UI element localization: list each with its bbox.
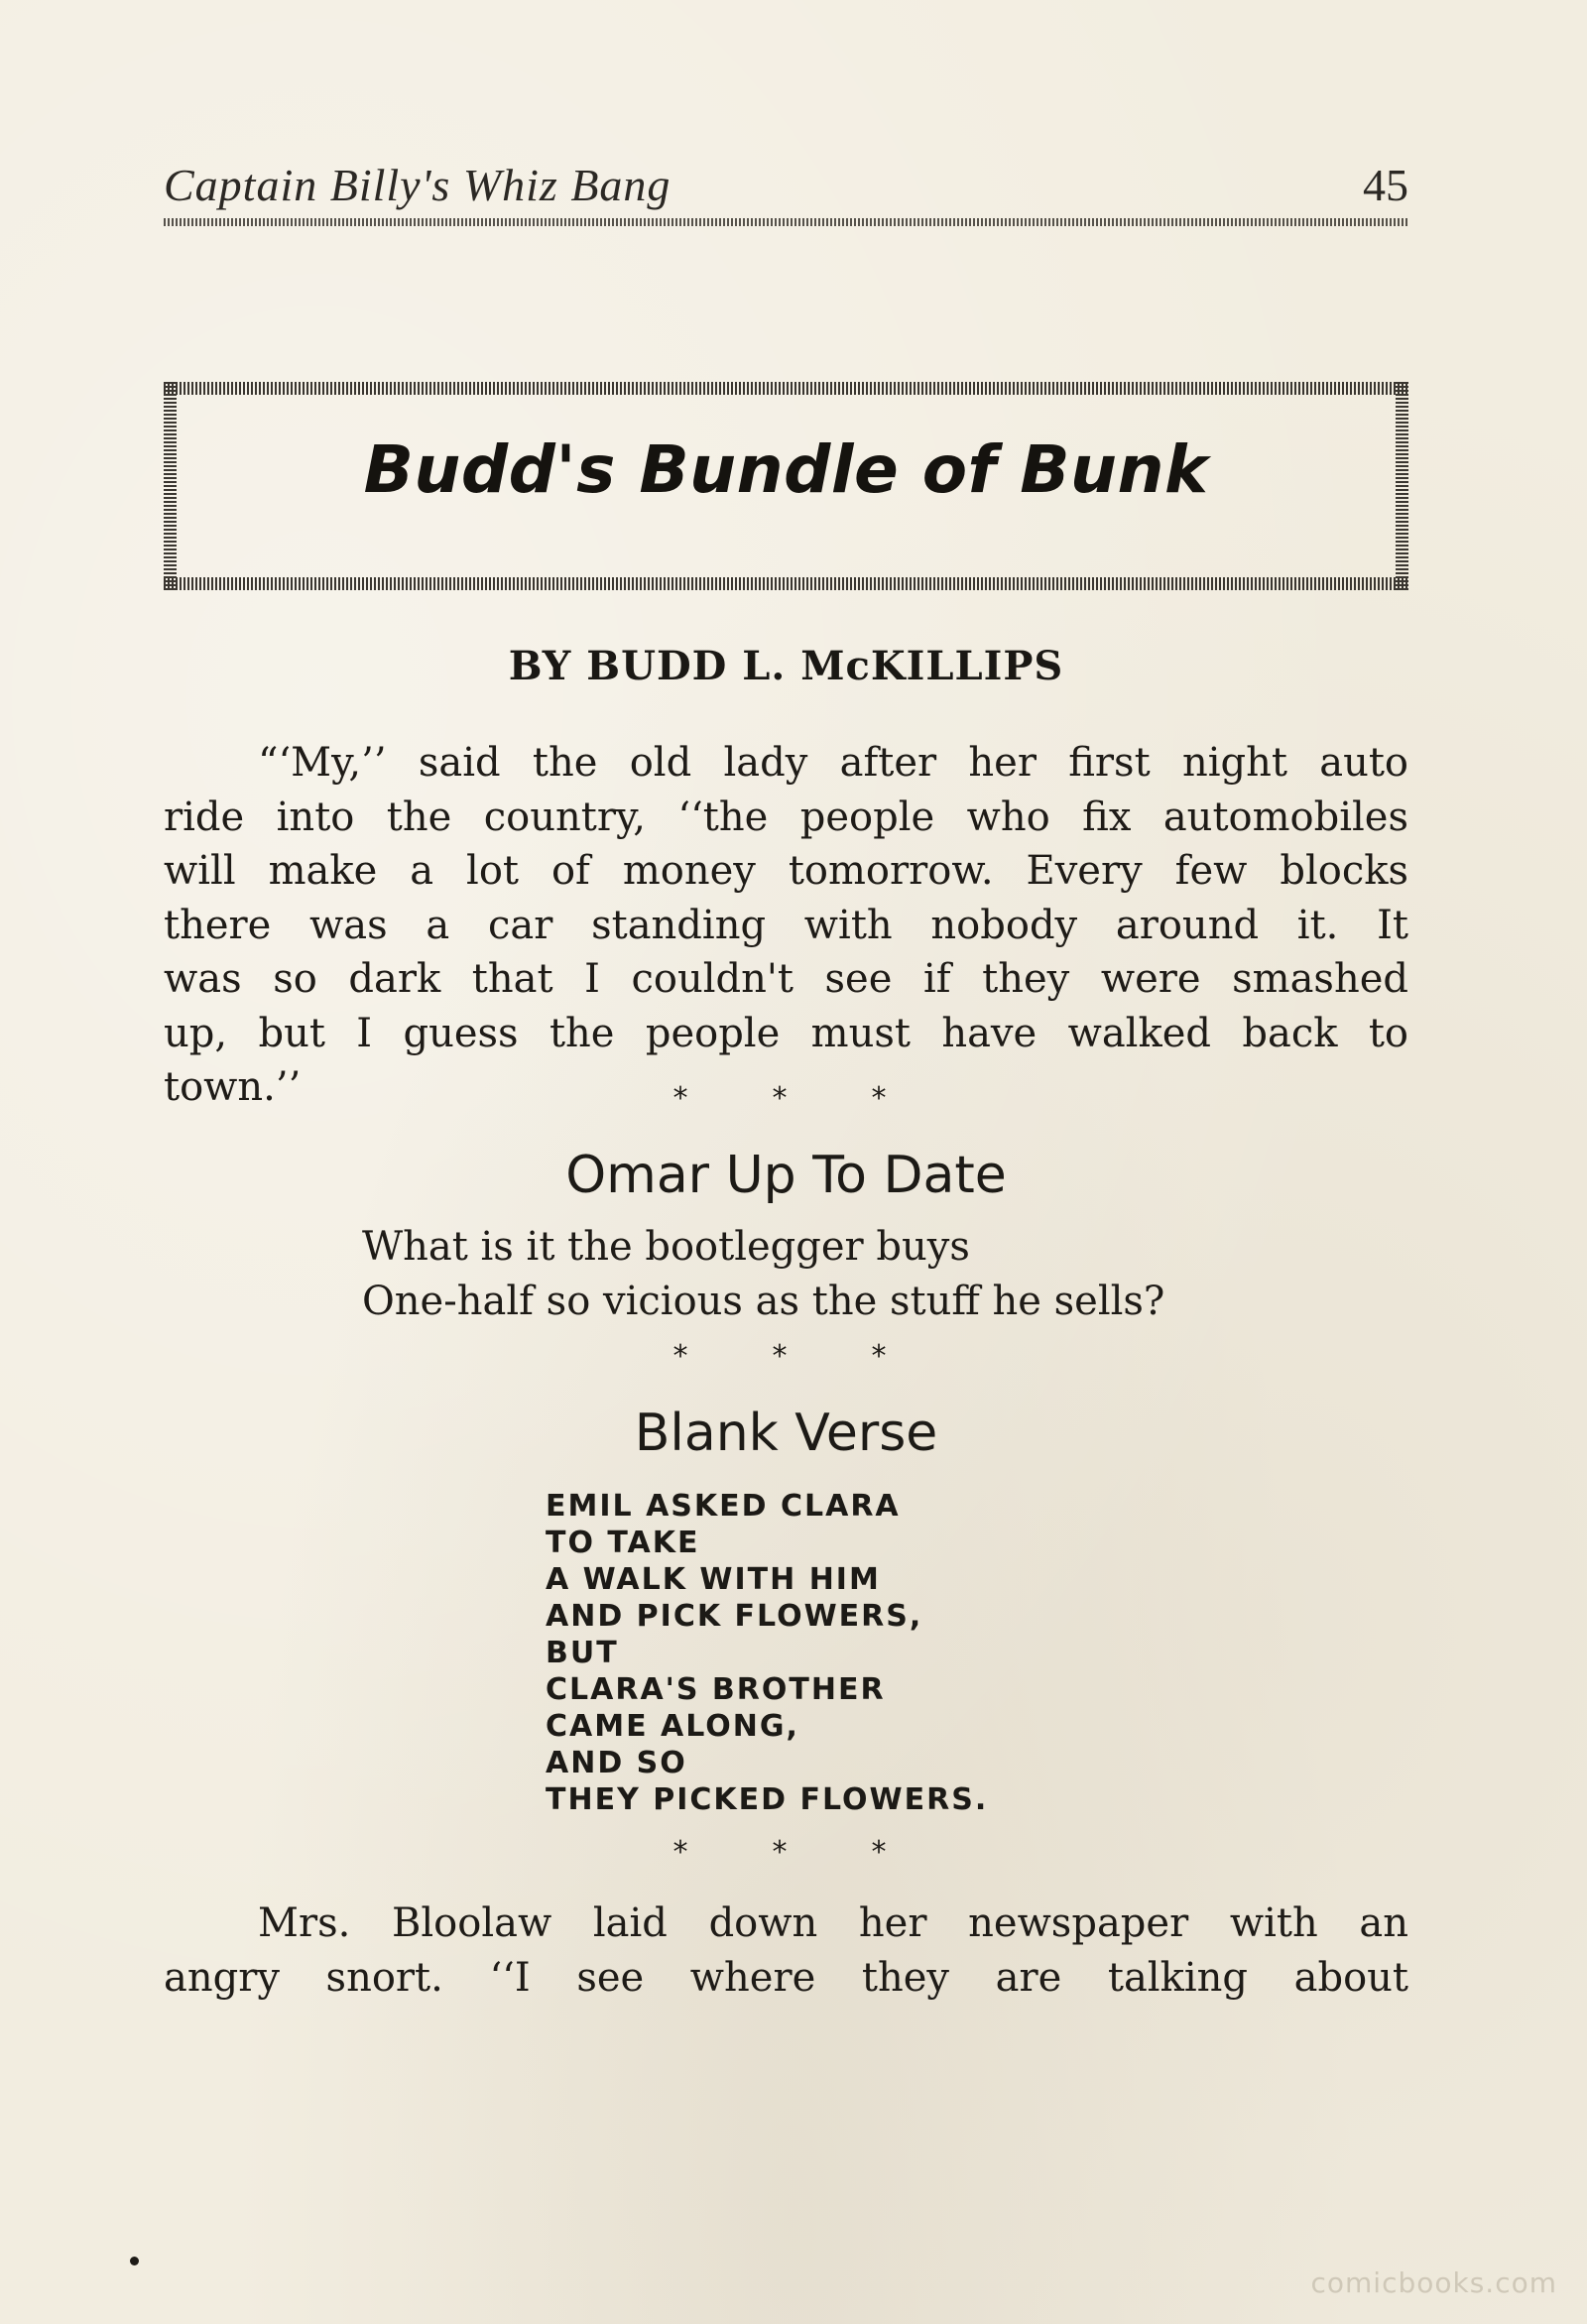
paragraph-old-lady (164, 736, 1408, 1115)
blank-verse-title: Blank Verse (634, 1404, 938, 1463)
separator-star: * (871, 1339, 887, 1374)
separator-star: * (871, 1081, 887, 1116)
paragraph-line: ride into the country, ‘‘the people who fix automobiles (164, 794, 1408, 840)
separator-star: * (672, 1081, 688, 1116)
verse-line: AND SO (546, 1746, 687, 1780)
ink-speck (130, 2257, 139, 2265)
title-box (164, 382, 1408, 590)
verse-line: TO TAKE (546, 1526, 700, 1560)
verse-line: THEY PICKED FLOWERS. (546, 1782, 989, 1817)
separator-star: * (871, 1835, 887, 1870)
watermark: comicbooks.com (1310, 2266, 1557, 2299)
byline: BY BUDD L. McKILLIPS (508, 643, 1064, 689)
verse-line: AND PICK FLOWERS, (546, 1599, 923, 1634)
separator-star: * (772, 1081, 788, 1116)
section-separator (631, 1835, 928, 1870)
blank-verse-poem (546, 1488, 988, 1818)
omar-title: Omar Up To Date (565, 1146, 1007, 1205)
verse-line: A WALK WITH HIM (546, 1562, 881, 1597)
paragraph-line: town.’’ (164, 1064, 302, 1110)
section-separator (631, 1339, 928, 1374)
verse-line: CAME ALONG, (546, 1709, 799, 1744)
title-box-rule-bottom (164, 577, 1408, 590)
page-number: 45 (1363, 160, 1408, 210)
poem-line: One-half so vicious as the stuff he sells? (362, 1279, 1165, 1324)
paragraph-bloolaw (164, 1896, 1408, 2005)
verse-line: BUT (546, 1636, 619, 1670)
title-box-rule-top (164, 382, 1408, 395)
poem-line: What is it the bootlegger buys (362, 1224, 970, 1270)
paragraph-line: was so dark that I couldn't see if they were smashed (164, 956, 1408, 1002)
omar-poem (362, 1220, 1164, 1329)
paragraph-line: angry snort. ‘‘I see where they are talking about (164, 1954, 1408, 2001)
paragraph-line: there was a car standing with nobody around it. It (164, 902, 1408, 948)
running-header (164, 159, 1408, 228)
feature-title: Budd's Bundle of Bunk (363, 431, 1209, 508)
header-rule (164, 218, 1408, 226)
verse-line: EMIL ASKED CLARA (546, 1489, 901, 1524)
section-separator (631, 1081, 928, 1116)
separator-star: * (672, 1339, 688, 1374)
paragraph-line: “‘My,’’ said the old lady after her first night auto (258, 740, 1408, 786)
verse-line: CLARA'S BROTHER (546, 1672, 886, 1707)
paragraph-line: up, but I guess the people must have walked back to (164, 1010, 1408, 1056)
separator-star: * (672, 1835, 688, 1870)
separator-star: * (772, 1835, 788, 1870)
running-title: Captain Billy's Whiz Bang (164, 160, 671, 210)
paragraph-line: will make a lot of money tomorrow. Every few blocks (164, 848, 1408, 894)
paragraph-line: Mrs. Bloolaw laid down her newspaper with an (258, 1900, 1408, 1946)
magazine-page (164, 0, 1408, 2324)
separator-star: * (772, 1339, 788, 1374)
